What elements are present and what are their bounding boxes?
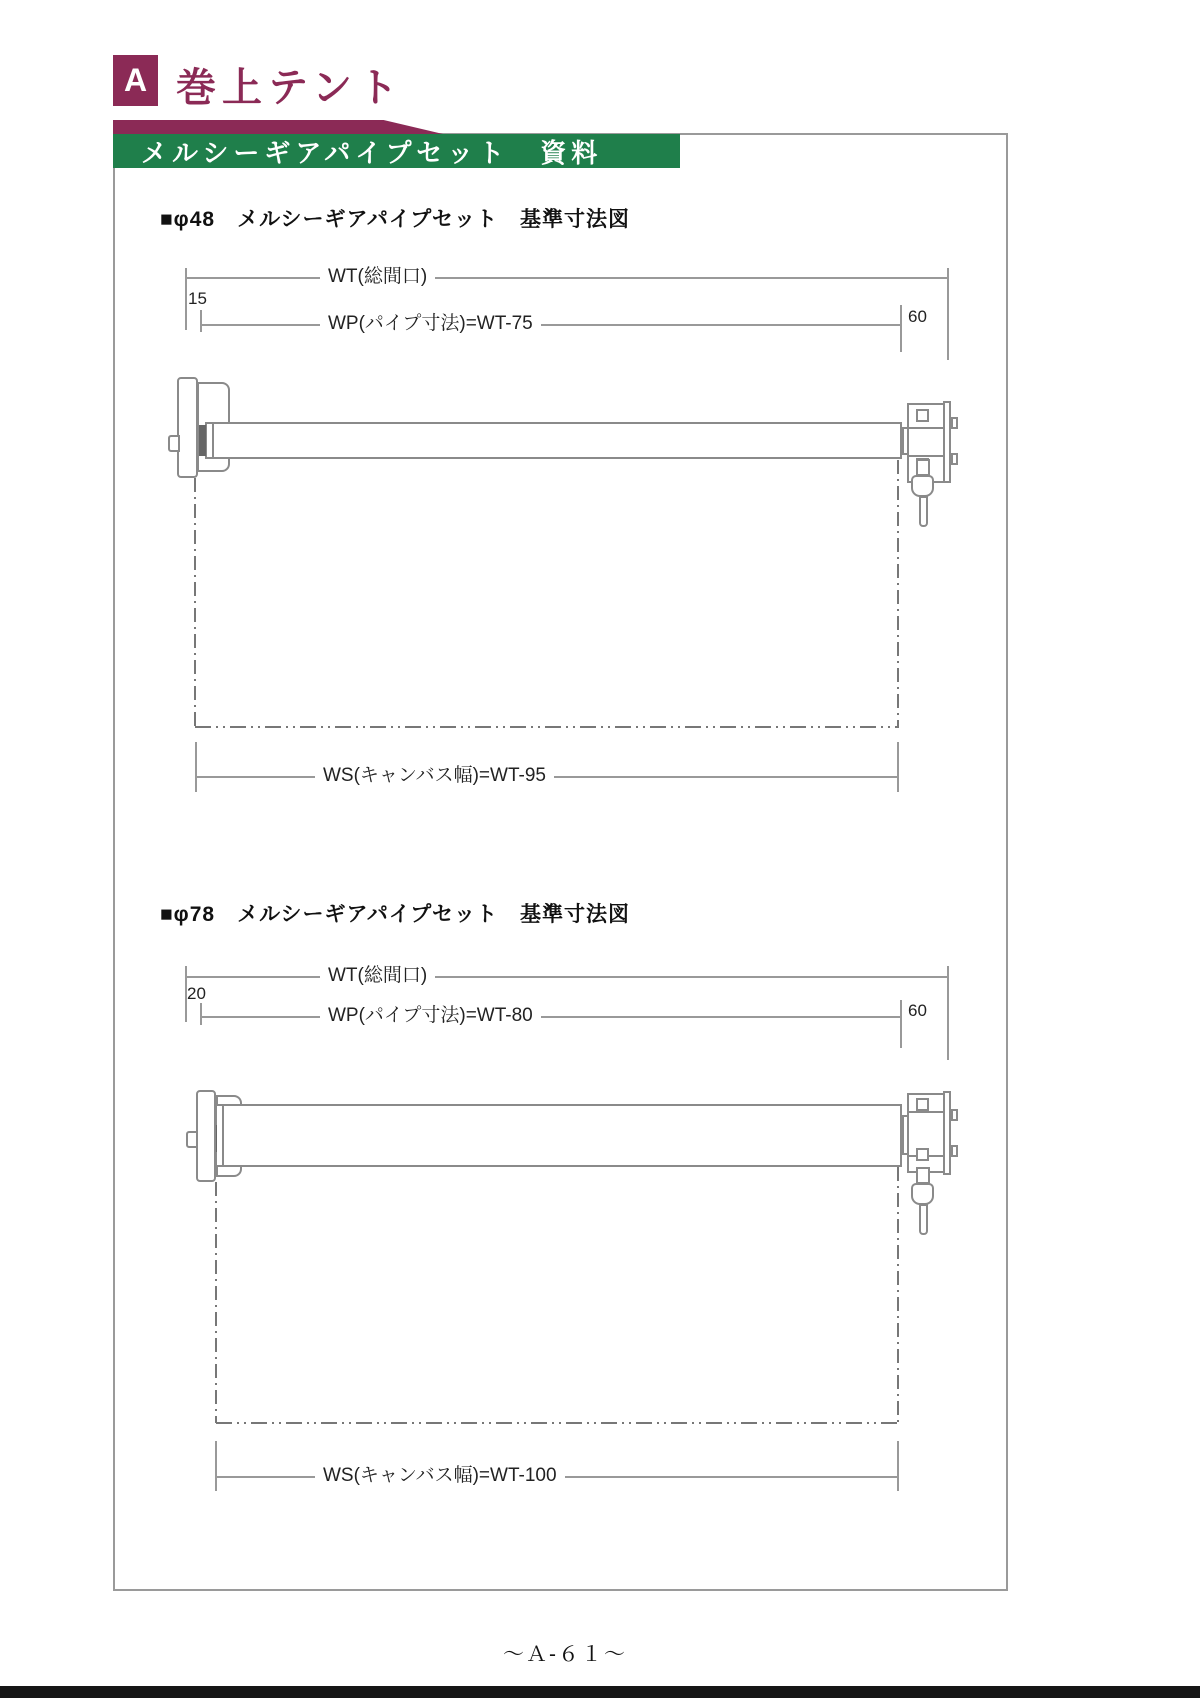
canvas-outline-right bbox=[897, 1167, 899, 1423]
dim-wp-label: WP(パイプ寸法)=WT-75 bbox=[320, 313, 541, 335]
subtitle-banner bbox=[113, 134, 680, 168]
mount-plate bbox=[943, 1091, 951, 1175]
dim-wp-line bbox=[201, 324, 900, 326]
pipe-body bbox=[205, 422, 902, 459]
dim-ws-label: WS(キャンバス幅)=WT-100 bbox=[315, 1465, 565, 1487]
dim-wp-line bbox=[201, 1016, 900, 1018]
dim-wp-tick-right bbox=[900, 1000, 902, 1048]
dim-wt-line bbox=[186, 277, 947, 279]
header-rule bbox=[113, 120, 443, 134]
dim-right-offset: 60 bbox=[908, 307, 927, 326]
dim-wt-label: WT(総間口) bbox=[320, 965, 435, 987]
mount-plate bbox=[943, 401, 951, 483]
mount-tab bbox=[951, 417, 958, 429]
dim-ws-tick-right bbox=[897, 742, 899, 792]
axle-stub bbox=[186, 1131, 198, 1148]
figure-title: ■φ78 メルシーギアパイプセット 基準寸法図 bbox=[160, 903, 631, 926]
axle-stub bbox=[168, 435, 180, 452]
dim-wp-tick-left bbox=[200, 310, 202, 332]
canvas-outline-bottom bbox=[195, 726, 899, 728]
bracket-plate bbox=[177, 377, 198, 478]
dim-wt-line bbox=[186, 976, 947, 978]
gear-divider bbox=[908, 455, 944, 457]
section-badge bbox=[113, 55, 158, 106]
dim-right-offset: 60 bbox=[908, 1001, 927, 1020]
mount-tab bbox=[951, 1145, 958, 1157]
pipe-body bbox=[215, 1104, 902, 1167]
canvas-outline-bottom bbox=[216, 1422, 898, 1424]
gear-divider bbox=[908, 1111, 944, 1113]
canvas-outline-right bbox=[897, 460, 899, 728]
banner-title: メルシーギアパイプセット 資料 bbox=[141, 137, 603, 168]
dim-wt-tick-right bbox=[947, 966, 949, 1060]
crank-neck bbox=[916, 1167, 930, 1184]
crank-stem bbox=[919, 496, 928, 527]
figure-phi48 bbox=[150, 195, 980, 810]
bracket-plate bbox=[196, 1090, 216, 1182]
gear-notch-bottom bbox=[916, 1148, 929, 1161]
section-badge-letter: A bbox=[123, 62, 148, 98]
mount-tab bbox=[951, 1109, 958, 1121]
dim-wt-label: WT(総間口) bbox=[320, 266, 435, 288]
dim-left-offset: 15 bbox=[188, 289, 207, 308]
crank-bell bbox=[911, 1183, 934, 1205]
dim-ws-tick-right bbox=[897, 1441, 899, 1491]
dim-ws-label: WS(キャンバス幅)=WT-95 bbox=[315, 765, 554, 787]
dim-wt-tick-right bbox=[947, 268, 949, 360]
dim-ws-tick-left bbox=[215, 1441, 217, 1491]
section-title: 巻上テント bbox=[176, 66, 404, 110]
dim-wp-label: WP(パイプ寸法)=WT-80 bbox=[320, 1005, 541, 1027]
figure-title: ■φ48 メルシーギアパイプセット 基準寸法図 bbox=[160, 208, 631, 231]
canvas-outline-left bbox=[194, 478, 196, 728]
gear-divider bbox=[908, 427, 944, 429]
gear-notch-top bbox=[916, 409, 929, 422]
crank-stem bbox=[919, 1204, 928, 1235]
pipe-endcap bbox=[222, 1106, 224, 1165]
figure-phi78 bbox=[150, 885, 980, 1505]
crank-neck bbox=[916, 459, 930, 476]
footer-bar bbox=[0, 1686, 1200, 1698]
pipe-endcap bbox=[212, 424, 214, 457]
gear-notch-top bbox=[916, 1098, 929, 1111]
crank-bell bbox=[911, 475, 934, 497]
canvas-outline-left bbox=[215, 1182, 217, 1423]
dim-left-offset: 20 bbox=[187, 984, 206, 1003]
dim-ws-tick-left bbox=[195, 742, 197, 792]
pipe-shadow bbox=[199, 425, 206, 456]
footer-page-number: ～Ａ-６１～ bbox=[503, 1643, 627, 1666]
dim-wp-tick-right bbox=[900, 305, 902, 352]
mount-tab bbox=[951, 453, 958, 465]
dim-wp-tick-left bbox=[200, 1003, 202, 1025]
